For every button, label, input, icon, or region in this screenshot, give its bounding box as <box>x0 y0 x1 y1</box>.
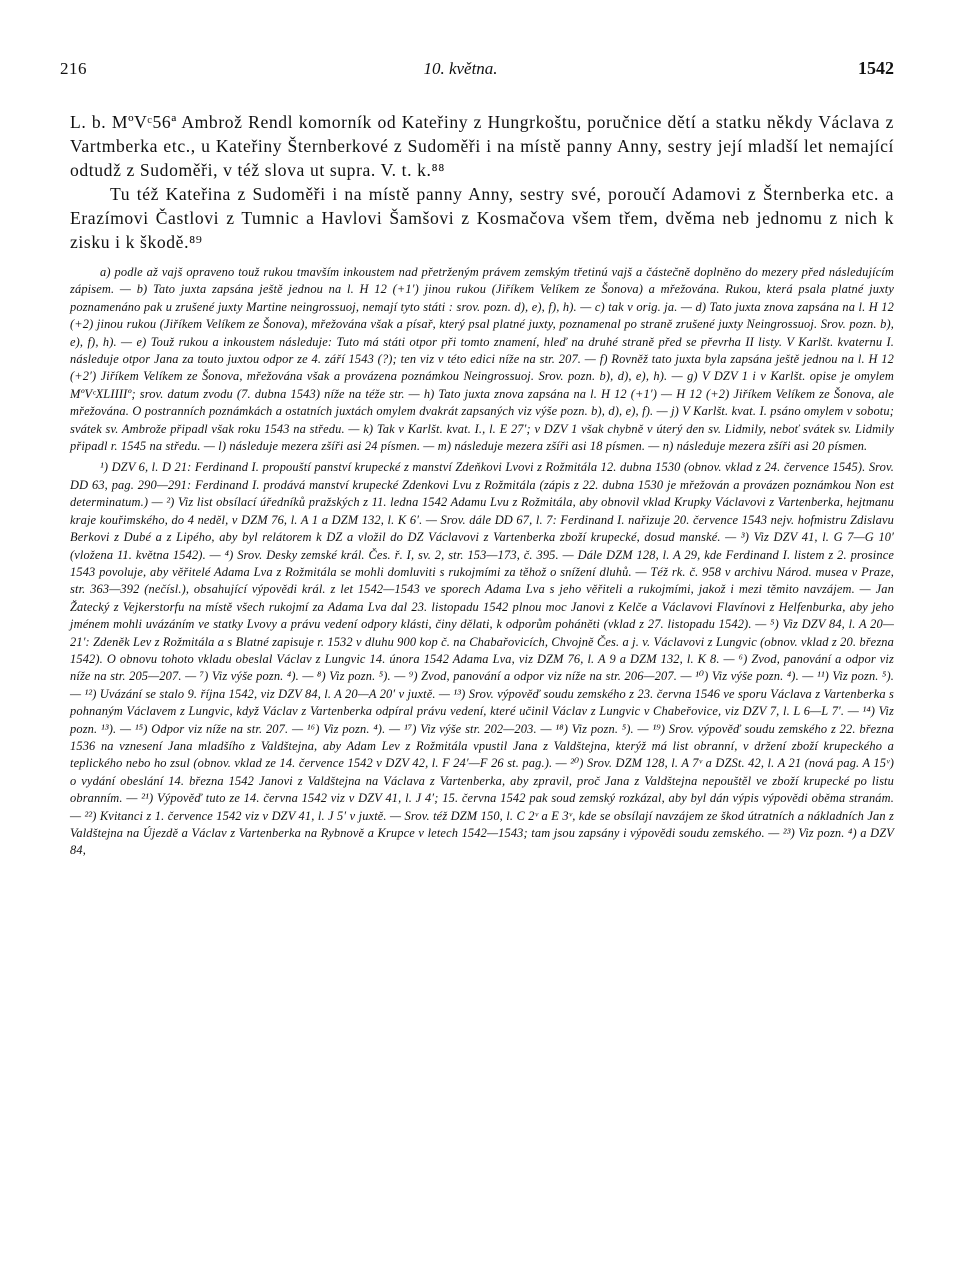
historical-notes <box>60 459 894 859</box>
critical-notes-text: a) podle až vajš opraveno touž rukou tmavším inkoustem nad přetrženým právem zemským třetinú vajš a částečně doplněno do mezery před následujícím zápisem. — b) Tato juxta zapsána ještě jednou na l. H 12 (+1′) jinou rukou (Jiříkem Velíkem ze Šonova) a mřežována. Rukou, která psala platné juxty poznamenáno pak u zrušené juxty Martine neingrossuoj, nemají tyto státi : srov. pozn. d), e), f), h). — c) tak v orig. ja. — d) Tato juxta znova zapsána na l. H 12 (+2) jinou rukou (Jiříkem Velíkem ze Šonova), mřežována však a písař, který psal platné juxty, poznamenal po straně zrušené juxty Neingrossuoj. Srov. pozn. b), e), f), h). — e) Touž rukou a inkoustem následuje: Tuto má státi otpor při tomto znamení, hleď na druhé straně před se převrha II listy. V Karlšt. kvaternu I. následuje otpor Jana za touto juxtou odpor ze 4. září 1543 (?); ten viz v této edici níže na str. 207. — f) Rovněž tato juxta byla zapsána ještě jednou na l. H 12 (+2′) Jiříkem Velíkem ze Šonova, mřežována však a provázena poznámkou Neingrossuoj. Srov. pozn. b), d), e), h). — g) V DZV 1 i v Karlšt. opise je omylem MºVᶜXLIIIIº; srov. datum zvodu (7. dubna 1543) níže na téže str. — h) Tato juxta znova zapsána na l. H 12 (+1′) — H 12 (+2) Jiříkem Velíkem ze Šonova, ale mřežována. O postranních poznámkách a ostatních juxtách omylem dvakrát zapsaných viz výše pozn. b), d), e), f). — j) V Karlšt. kvat. I. psáno omylem v sobotu; svátek sv. Ambrože připadl však roku 1543 na středu. — k) Tak v Karlšt. kvat. I., l. E 27′; v DZV 1 však chybně v úterý den sv. Lidmily, neboť svátek sv. Lidmily připadl r. 1545 na středu. — l) následuje mezera zšíři asi 24 písmen. — m) následuje mezera zšíři asi 18 písmen. — n) následuje mezera zšíři asi 20 písmen. <box>70 265 894 454</box>
document-page <box>60 58 894 860</box>
historical-notes-text: ¹) DZV 6, l. D 21: Ferdinand I. propouští panství krupecké z manství Zdeňkovi Lvovi z Rožmitála 12. dubna 1530 (obnov. vklad z 24. července 1545). Srov. DD 63, pag. 290—291: Ferdinand I. prodává manství krupecké Zdenkovi Lvu z Rožmitála (zápis z 22. dubna 1530 je mřežován a provázen poznámkou Non est determinatum.) — ²) Viz list obsílací úředníků pražských z 11. ledna 1542 Adamu Lvu z Rožmitála, aby obnovil vklad Krupky Václavovi z Vartenberka, hejtmanu kraje kouřimského, do 4 neděl, v DZM 76, l. A 1 a DZM 132, l. K 6′. — Srov. dále DD 67, l. 7: Ferdinand I. nařizuje 20. července 1543 nejv. hofmistru Zdislavu Berkovi z Dubé a z Lipého, aby byl relátorem k DZ a vložil do DZ Václavovi z Vartenberka zboží krupecké, dosud manské. — ³) Viz DZV 41, l. G 7—G 10′ (vložena 11. května 1542). — ⁴) Srov. Desky zemské král. Čes. ř. I, sv. 2, str. 153—173, č. 395. — Dále DZM 128, l. A 29, kde Ferdinand I. listem z 2. prosince 1543 povoluje, aby věřitelé Adama Lva z Rožmitála se mohli domluviti s rukojmími za těhož o snížení dluhů. — Též rk. č. 958 v archivu Národ. musea v Praze, str. 363—392 (nečísl.), obsahující výpovědi král. z let 1542—1543 ve sporech Adama Lva s jeho věřiteli a rukojmími, jakož i mezi těmito navzájem. — Jan Žatecký z Vejkerstorfu na místě všech rukojmí za Adama Lva dal 23. listopadu 1542 plnou moc Janovi z Kelče a Václavovi Flavínovi z Helfenburka, aby jeho jménem mohli uvázáním ve statky Lvovy a právu vedení odpory klásti, činy dělati, k odporům poháněti (vklad z 27. listopadu 1542). — ⁵) Viz DZV 84, l. A 20—21′: Zdeněk Lev z Rožmitála a s Blatné zapisuje r. 1532 v dluhu 900 kop č. na Chabařovicích, Chvojně Čes. a j. v. Václavovi z Lungvic (obnov. vklad z 20. března 1542). O obnovu tohoto vkladu obeslal Václav z Lungvic 14. února 1542 Adama Lva, viz DZM 76, l. A 9 a DZM 132, l. K 8. — ⁶) Zvod, panování a odpor viz níže na str. 205—207. — ⁷) Viz výše pozn. ⁴). — ⁸) Viz pozn. ⁵). — ⁹) Zvod, panování a odpor viz níže na str. 206—207. — ¹⁰) Viz výše pozn. ⁴). — ¹¹) Viz pozn. ⁵). — ¹²) Uvázání se stalo 9. října 1542, viz DZV 84, l. A 20—A 20′ v juxtě. — ¹³) Srov. výpověď soudu zemského z 23. června 1546 ve sporu Václava z Vartenberka s pohnaným Václavem z Lungvic, když Václav z Vartenberka odpíral právu vedení, které učinil Václav z Lungvic v Chabeřovice, viz DZV 7, l. L 6—L 7′. — ¹⁴) Viz pozn. ¹³). — ¹⁵) Odpor viz níže na str. 207. — ¹⁶) Viz pozn. ⁴). — ¹⁷) Viz výše str. 202—203. — ¹⁸) Viz pozn. ⁵). — ¹⁹) Srov. výpověď soudu zemského z 22. března 1536 na vznesení Jana mladšího z Valdštejna, aby Adam Lev z Rožmitála vpustil Jana z Valdštejna, kterýž má list obranní, v držení zboží krupeckého a teplického nebo ho zsul (obnov. vklad ze 14. července 1542 v DZV 42, l. F 24′—F 26 st. pag.). — ²⁰) Srov. DZM 128, l. A 7ᵛ a DZSt. 42, l. A 21 (nová pag. A 15ᵛ) o vydání obeslání 14. března 1542 Janovi z Valdštejna na Václava z Vartenberka, aby zpravil, proč Jana z Valdštejna nepouštěl ve zboží krupecké po listu obranním. — ²¹) Výpověď tuto ze 14. června 1542 viz v DZV 41, l. J 4′; 15. června 1542 pak soud zemský rozkázal, aby byl dán výpis výpovědi oběma stranám. — ²²) Kvitanci z 1. července 1542 viz v DZV 41, l. J 5′ v juxtě. — Srov. též DZM 150, l. C 2ᵛ a E 3ᵛ, kde se obsílají navzájem ze škod útratních a nákladních Jan z Valdštejna na Újezdě a Václav z Vartenberka na Rybnově a Krupce v letech 1542—1543; tam jsou zapsány i výpovědi soudu zemského. — ²³) Viz pozn. ⁴) a DZV 84, <box>70 460 894 858</box>
critical-notes <box>60 264 894 455</box>
running-date: 10. května. <box>423 59 498 78</box>
entry-paragraph-1: L. b. MºVᶜ56ª Ambrož Rendl komorník od Kateřiny z Hungrkoštu, poručnice dětí a statku někdy Václava z Vartmberka etc., u Kateřiny Šternberkové z Sudoměři i na místě panny Anny, sestry její mladší let nemající odtudž z Sudoměři, v též slova ut supra. V. t. k.⁸⁸ <box>70 112 894 180</box>
running-year: 1542 <box>857 58 894 78</box>
entry-paragraph-2: Tu též Kateřina z Sudoměři i na místě panny Anny, sestry své, poroučí Adamovi z Šternberka etc. a Erazímovi Častlovi z Tumnic a Havlovi Šamšovi z Kosmačova všem třem, dvěma neb jednomu z nich k zisku i k škodě.⁸⁹ <box>70 184 894 252</box>
entry-text <box>60 110 894 254</box>
page-header <box>60 58 894 92</box>
page-number: 216 <box>60 59 87 78</box>
